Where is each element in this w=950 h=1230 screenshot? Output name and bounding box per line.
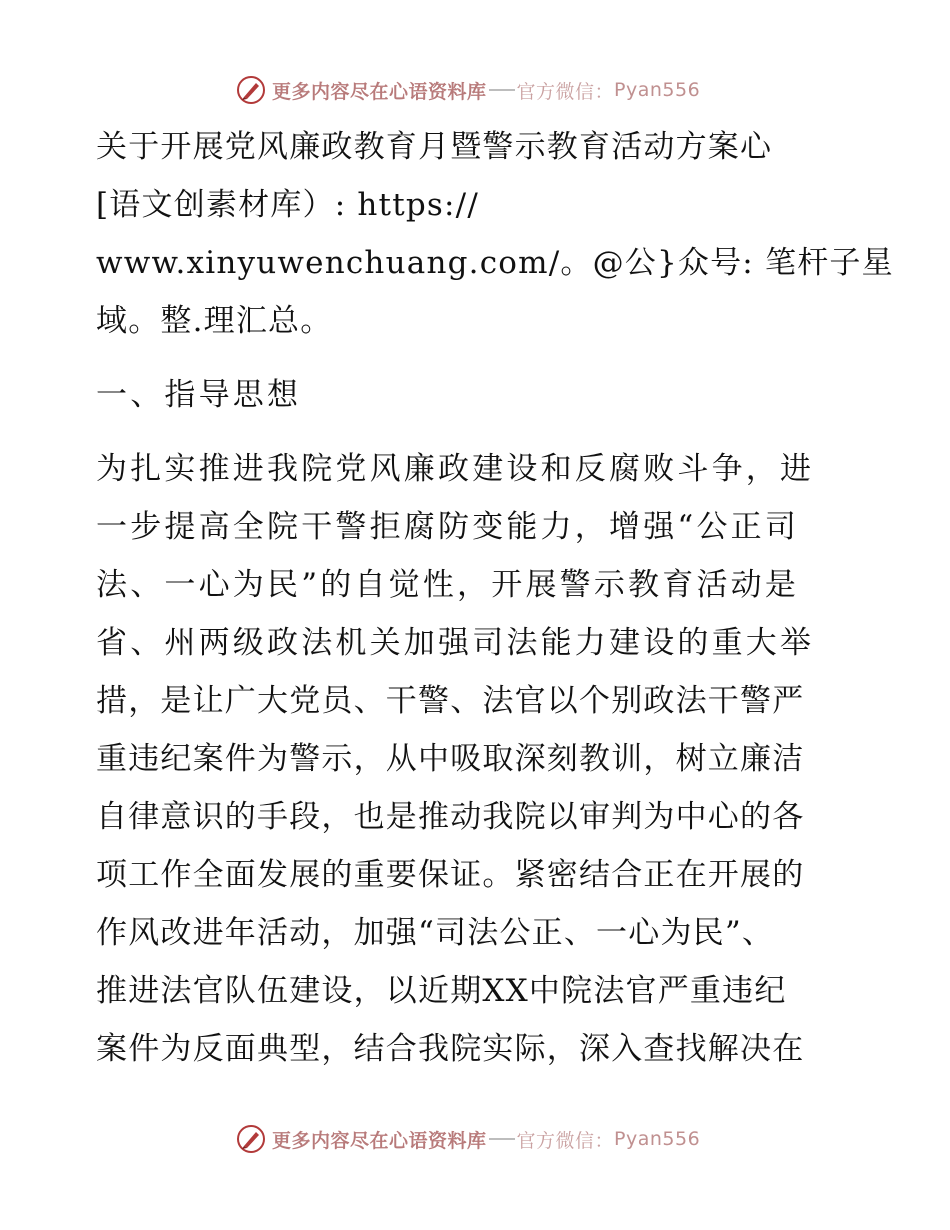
paragraph-line: 自律意识的手段，也是推动我院以审判为中心的各 [96, 799, 805, 835]
paragraph-line: 案件为反面典型，结合我院实际，深入查找解决在 [96, 1031, 805, 1067]
paragraph-line: 项工作全面发展的重要保证。紧密结合正在开展的 [96, 857, 805, 893]
paragraph-line: 省、州两级政法机关加强司法能力建设的重大举 [96, 625, 815, 661]
paragraph-line: 推进法官队伍建设，以近期XX中院法官严重违纪 [96, 973, 787, 1009]
pen-logo-icon [236, 1124, 266, 1154]
document-body [96, 118, 894, 1078]
watermark-label: 官方微信： [516, 1129, 615, 1152]
paragraph-line: 法、一心为民”的自觉性，开展警示教育活动是 [96, 567, 800, 603]
title-line: 关于开展党风廉政教育月暨警示教育活动方案心 [96, 129, 773, 165]
paragraph-line: 一步提高全院干警拒腐防变能力，增强“公正司 [96, 509, 800, 545]
watermark-account: Pyan556 [614, 79, 701, 101]
watermark-footer [236, 1123, 700, 1155]
section-heading: 一、指导思想 [96, 377, 302, 413]
title-line: [语文创素材库）: https:// [96, 187, 479, 223]
watermark-account: Pyan556 [614, 1128, 701, 1150]
paragraph-line: 重违纪案件为警示，从中吸取深刻教训，树立廉洁 [96, 741, 805, 777]
spacer [96, 350, 856, 366]
title-line: www.xinyuwenchuang.com/。@公}众号: 笔杆子星 [96, 245, 894, 281]
pen-logo-icon [236, 75, 266, 105]
title-line: 域。整.理汇总。 [96, 303, 333, 339]
watermark-divider [489, 89, 515, 91]
watermark-brand: 更多内容尽在心语资料库 [272, 1129, 487, 1152]
paragraph-line: 为扎实推进我院党风廉政建设和反腐败斗争，进 [96, 451, 815, 487]
paragraph-line: 措，是让广大党员、干警、法官以个别政法干警严 [96, 683, 805, 719]
watermark-label: 官方微信： [516, 80, 615, 103]
watermark-brand: 更多内容尽在心语资料库 [272, 80, 487, 103]
spacer [96, 424, 856, 440]
watermark-header [236, 74, 700, 106]
watermark-divider [489, 1138, 515, 1140]
paragraph-line: 作风改进年活动，加强“司法公正、一心为民”、 [96, 915, 775, 951]
